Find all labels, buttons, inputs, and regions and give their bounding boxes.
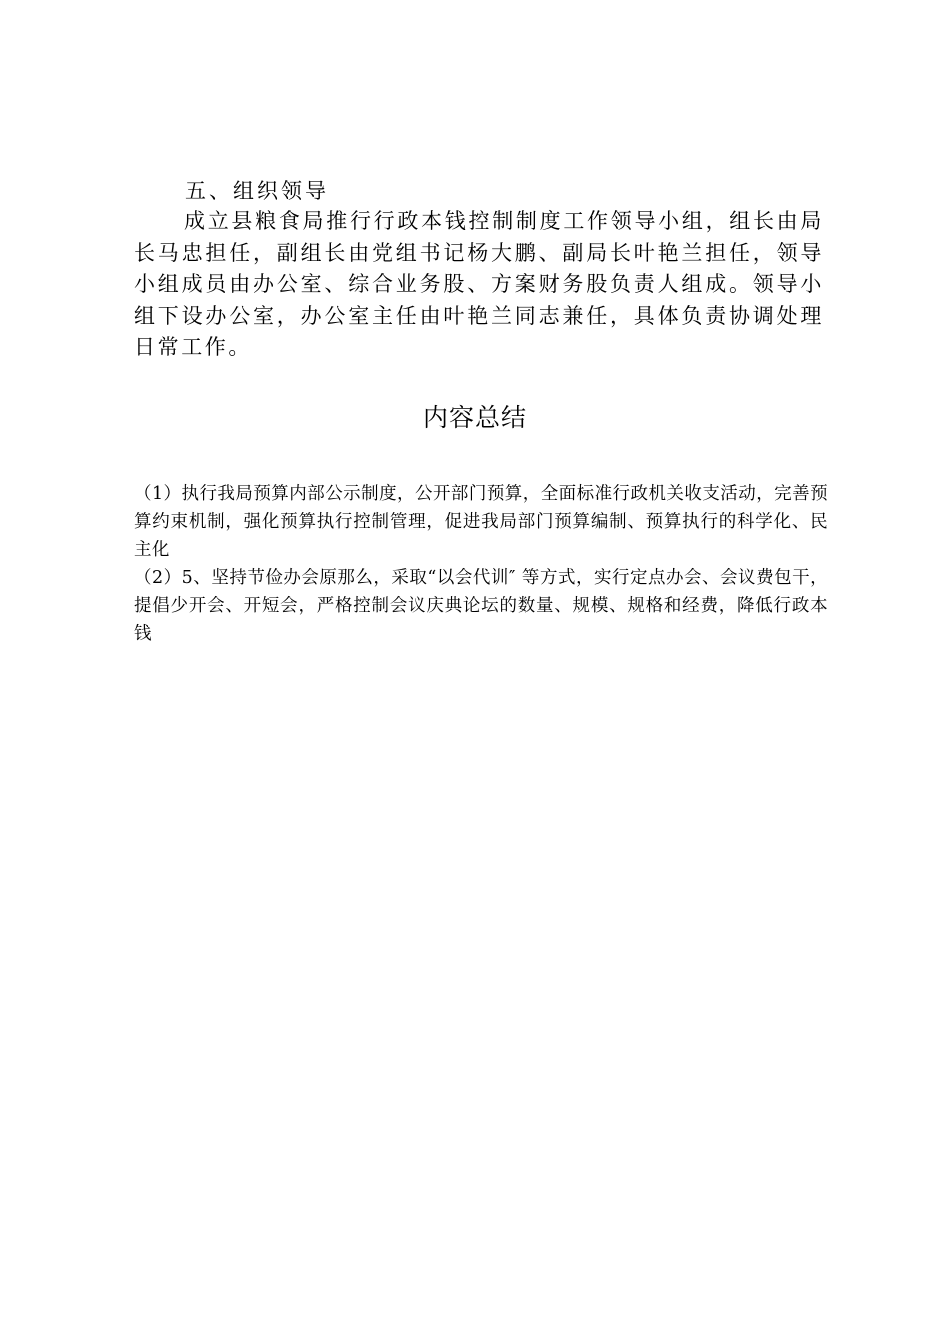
section-heading: 五、组织领导 [185,179,329,203]
summary-title: 内容总结 [422,403,527,432]
summary-item-2: （2）5、坚持节俭办会原那么，采取“以会代训″ 等方式，实行定点办会、会议费包干，提倡少开会、开短会，严格控制会议庆典论坛的数量、规模、规格和经费，降低行政本钱 [134,568,828,644]
section-paragraph: 成立县粮食局推行行政本钱控制制度工作领导小组，组长由局长马忠担任，副组长由党组书记杨大鹏、副局长叶艳兰担任，领导小组成员由办公室、综合业务股、方案财务股负责人组成。领导小组下设办公室，办公室主任由叶艳兰同志兼任，具体负责协调处理日常工作。 [134,209,824,359]
summary-list [134,480,828,648]
summary-item-1: （1）执行我局预算内部公示制度，公开部门预算，全面标准行政机关收支活动，完善预算约束机制，强化预算执行控制管理，促进我局部门预算编制、预算执行的科学化、民主化 [134,484,828,560]
